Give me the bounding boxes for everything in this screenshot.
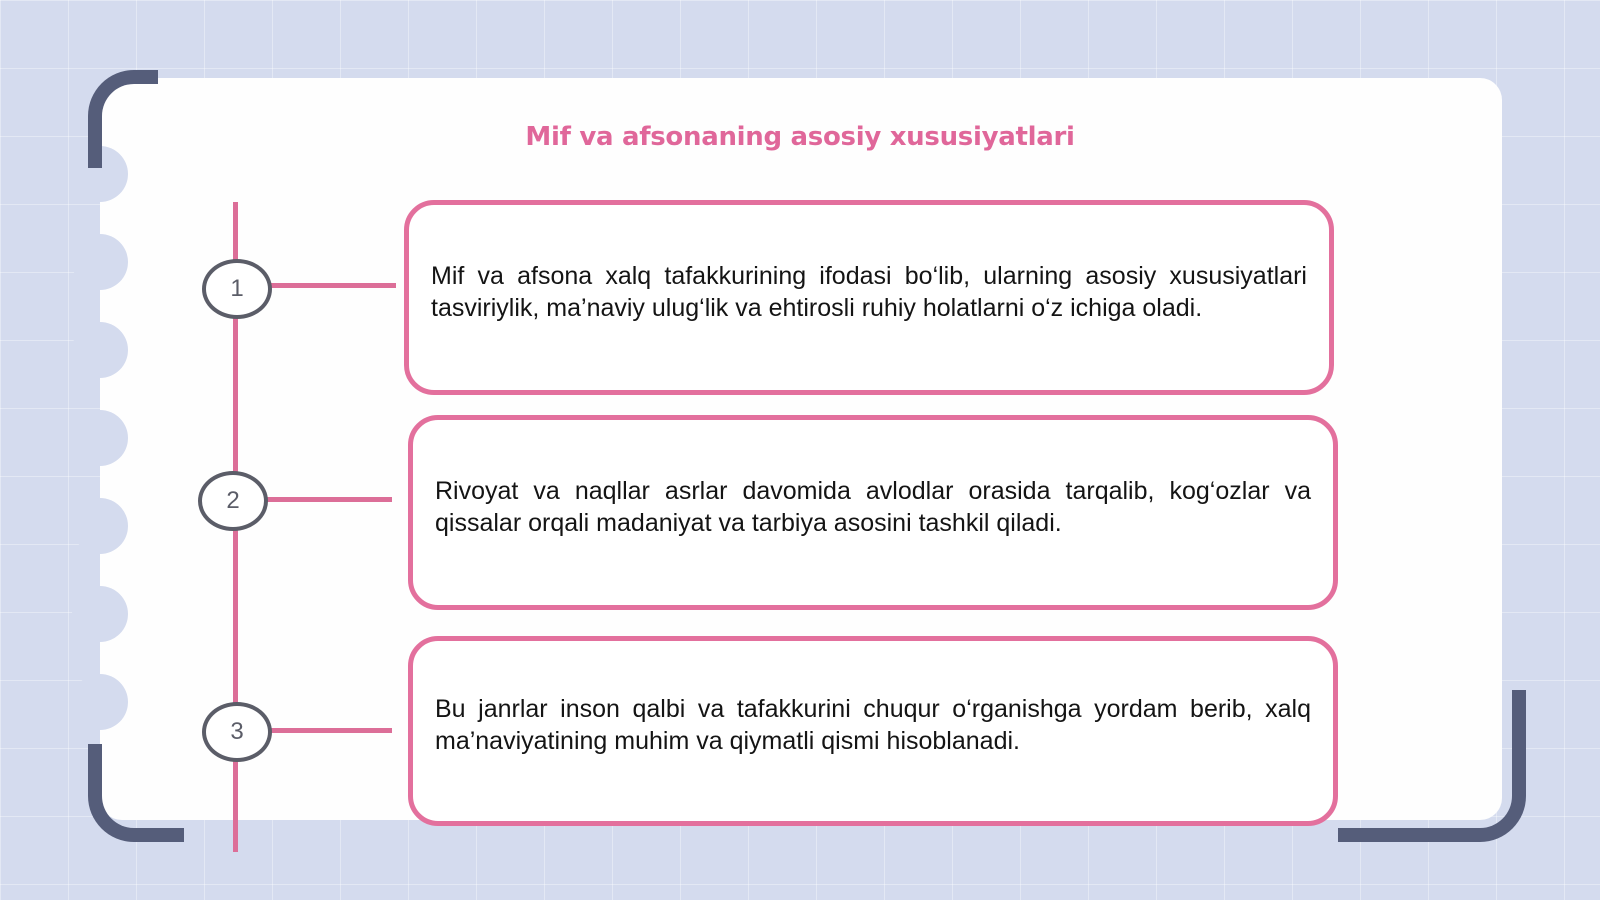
slide-title: Mif va afsonaning asosiy xususiyatlari [525, 122, 1075, 152]
notebook-notch [72, 322, 128, 378]
notebook-notch [72, 586, 128, 642]
corner-bracket-top-left [88, 70, 158, 168]
notebook-notch [72, 410, 128, 466]
step-number-badge: 2 [198, 471, 268, 531]
item-card-text: Mif va afsona xalq tafakkurining ifodasi bo‘lib, ularning asosiy xususiyatlari tasviriylik, ma’naviy ulug‘lik va ehtirosli ruhiy holatlarni o‘z ichiga oladi. [431, 261, 1307, 322]
notebook-notch [72, 498, 128, 554]
timeline-connector [266, 283, 396, 288]
step-number-badge: 1 [202, 259, 272, 319]
item-card [404, 200, 1334, 395]
notebook-notch [72, 674, 128, 730]
corner-bracket-bottom-left [88, 744, 184, 842]
step-number-badge: 3 [202, 702, 272, 762]
timeline-connector [266, 728, 392, 733]
timeline-connector [262, 497, 392, 502]
item-card [408, 636, 1338, 826]
item-card-text: Bu janrlar inson qalbi va tafakkurini chuqur o‘rganishga yordam berib, xalq ma’naviyatining muhim va qiymatli qismi hisoblanadi. [435, 695, 1311, 755]
item-card-text: Rivoyat va naqllar asrlar davomida avlodlar orasida tarqalib, kog‘ozlar va qissalar orqali madaniyat va tarbiya asosini tashkil qiladi. [435, 476, 1311, 537]
item-card [408, 415, 1338, 610]
notebook-notch [72, 234, 128, 290]
corner-bracket-bottom-right [1338, 690, 1526, 842]
